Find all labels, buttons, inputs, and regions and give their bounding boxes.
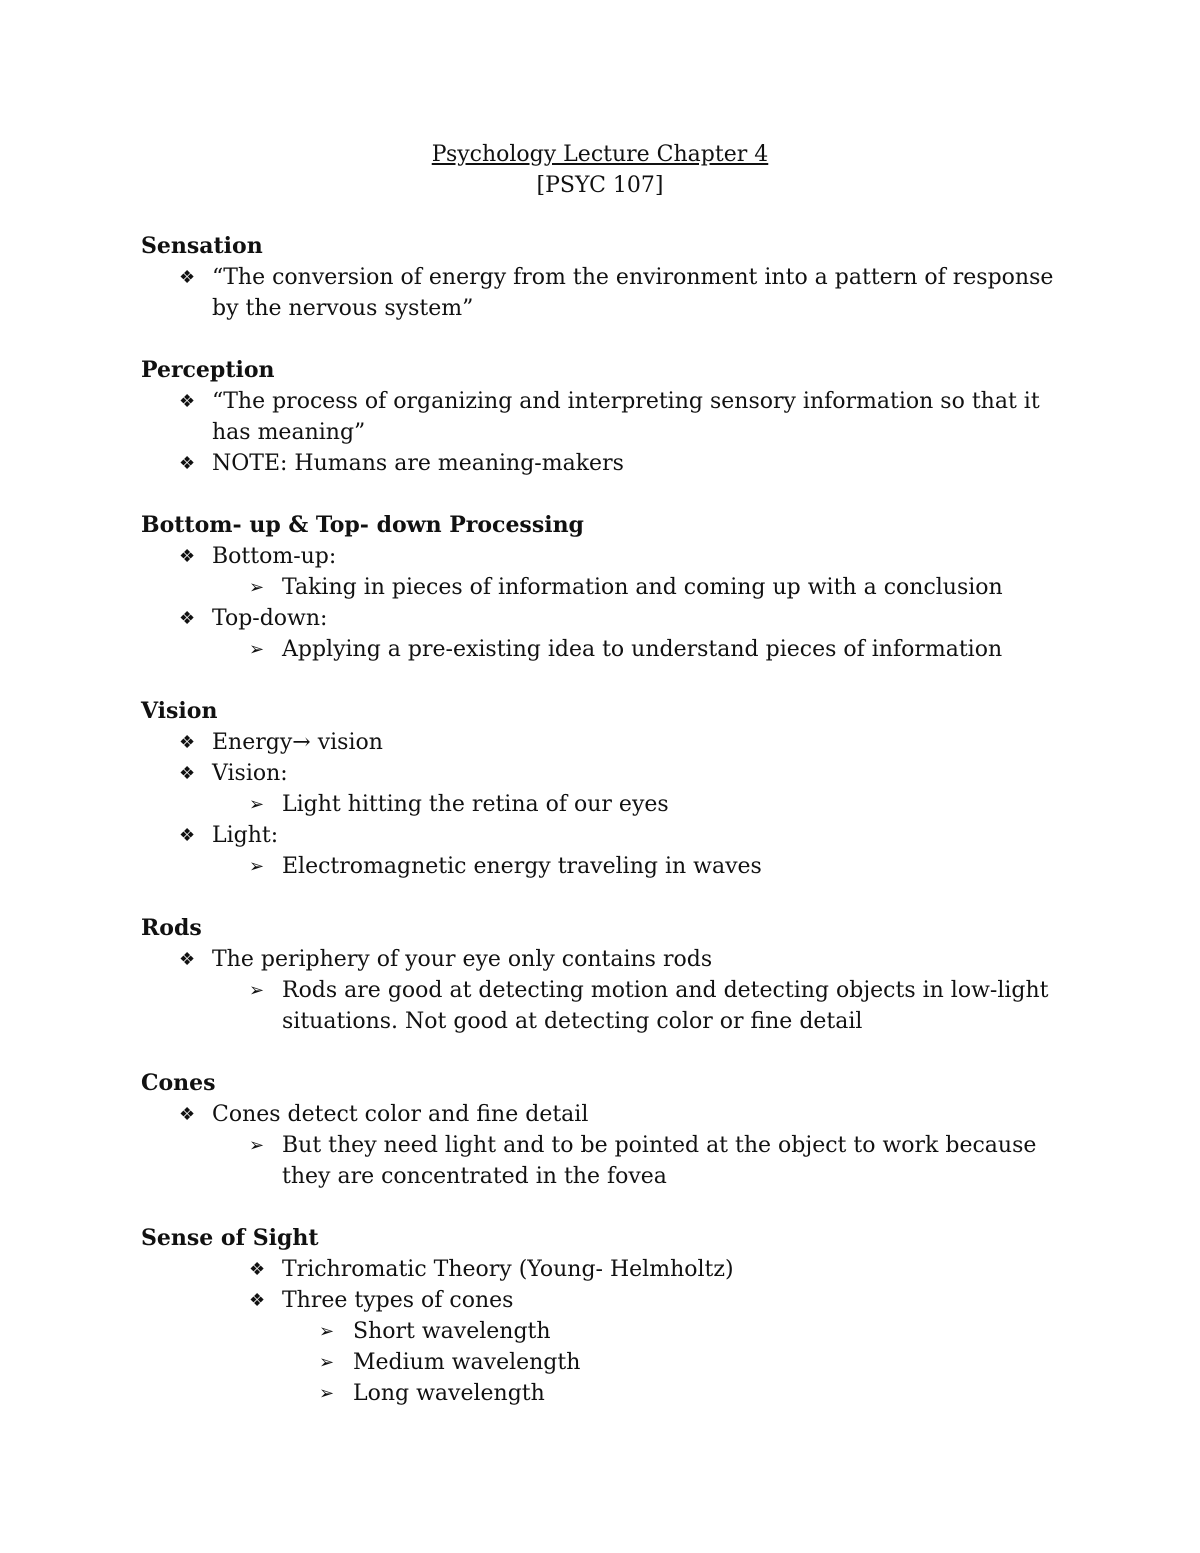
sub-bullet-text: Medium wavelength — [353, 1350, 581, 1375]
arrow-bullet-icon: ➢ — [249, 856, 265, 877]
course-code: [PSYC 107] — [536, 173, 664, 198]
bullet-item — [141, 541, 1081, 572]
sub-bullet-text: Light hitting the retina of our eyes — [282, 792, 669, 817]
arrow-bullet-icon: ➢ — [319, 1352, 335, 1373]
lecture-notes — [141, 231, 1081, 1440]
bullet-text: The periphery of your eye only contains rods — [212, 947, 713, 972]
diamond-bullet-icon: ❖ — [179, 453, 196, 474]
document-title: Psychology Lecture Chapter 4 — [431, 142, 769, 167]
arrow-bullet-icon: ➢ — [249, 794, 265, 815]
sub-bullet-item — [141, 1347, 1081, 1378]
bullet-text: Top-down: — [212, 606, 328, 631]
diamond-bullet-icon: ❖ — [179, 546, 196, 567]
sub-bullet-item — [141, 1130, 1081, 1192]
diamond-bullet-icon: ❖ — [179, 1104, 196, 1125]
sub-bullet-text: But they need light and to be pointed at the object to work because they are concentrated in the fovea — [282, 1133, 1037, 1189]
sub-bullet-text: Short wavelength — [353, 1319, 551, 1344]
bullet-item — [141, 386, 1081, 448]
bullet-item — [141, 1254, 1081, 1285]
section-heading: Vision — [141, 698, 218, 724]
bullet-text: Energy→ vision — [212, 730, 383, 755]
bullet-item — [141, 820, 1081, 851]
bullet-item — [141, 1099, 1081, 1130]
bullet-item — [141, 944, 1081, 975]
arrow-bullet-icon: ➢ — [249, 577, 265, 598]
bullet-item — [141, 1285, 1081, 1316]
section-heading: Rods — [141, 915, 202, 941]
arrow-bullet-icon: ➢ — [249, 639, 265, 660]
section-heading: Sense of Sight — [141, 1225, 319, 1251]
section-heading: Cones — [141, 1070, 216, 1096]
diamond-bullet-icon: ❖ — [249, 1290, 266, 1311]
bullet-item — [141, 727, 1081, 758]
section — [141, 696, 1081, 882]
sub-bullet-item — [141, 975, 1081, 1037]
bullet-text: NOTE: Humans are meaning-makers — [212, 451, 624, 476]
diamond-bullet-icon: ❖ — [179, 391, 196, 412]
sub-bullet-item — [141, 851, 1081, 882]
bullet-item — [141, 758, 1081, 789]
section — [141, 355, 1081, 479]
bullet-item — [141, 603, 1081, 634]
section — [141, 1223, 1081, 1409]
bullet-text: Bottom-up: — [212, 544, 337, 569]
sub-bullet-text: Taking in pieces of information and coming up with a conclusion — [282, 575, 1003, 600]
sub-bullet-text: Electromagnetic energy traveling in waves — [282, 854, 762, 879]
sub-bullet-text: Applying a pre-existing idea to understand pieces of information — [282, 637, 1003, 662]
arrow-bullet-icon: ➢ — [319, 1321, 335, 1342]
sub-bullet-item — [141, 789, 1081, 820]
diamond-bullet-icon: ❖ — [179, 732, 196, 753]
section — [141, 231, 1081, 324]
bullet-text: “The process of organizing and interpreting sensory information so that it has meaning” — [212, 389, 1040, 445]
section-heading: Bottom- up & Top- down Processing — [141, 512, 584, 538]
bullet-item — [141, 262, 1081, 324]
bullet-text: Vision: — [212, 761, 288, 786]
arrow-bullet-icon: ➢ — [319, 1383, 335, 1404]
section — [141, 913, 1081, 1037]
sub-bullet-item — [141, 572, 1081, 603]
diamond-bullet-icon: ❖ — [179, 949, 196, 970]
section — [141, 510, 1081, 665]
arrow-bullet-icon: ➢ — [249, 980, 265, 1001]
sub-bullet-text: Long wavelength — [353, 1381, 545, 1406]
bullet-text: Cones detect color and fine detail — [212, 1102, 589, 1127]
bullet-text: Trichromatic Theory (Young- Helmholtz) — [282, 1257, 734, 1282]
bullet-item — [141, 448, 1081, 479]
sub-bullet-item — [141, 634, 1081, 665]
diamond-bullet-icon: ❖ — [179, 608, 196, 629]
sub-bullet-text: Rods are good at detecting motion and detecting objects in low-light situations. Not good at detecting color or fine detail — [282, 978, 1049, 1034]
diamond-bullet-icon: ❖ — [249, 1259, 266, 1280]
bullet-text: “The conversion of energy from the environment into a pattern of response by the nervous system” — [212, 265, 1054, 321]
section — [141, 1068, 1081, 1192]
section-heading: Sensation — [141, 233, 263, 259]
sub-bullet-item — [141, 1316, 1081, 1347]
diamond-bullet-icon: ❖ — [179, 825, 196, 846]
sub-bullet-item — [141, 1378, 1081, 1409]
diamond-bullet-icon: ❖ — [179, 763, 196, 784]
document-header — [0, 139, 1200, 201]
bullet-text: Three types of cones — [282, 1288, 514, 1313]
section-heading: Perception — [141, 357, 275, 383]
diamond-bullet-icon: ❖ — [179, 267, 196, 288]
arrow-bullet-icon: ➢ — [249, 1135, 265, 1156]
bullet-text: Light: — [212, 823, 279, 848]
